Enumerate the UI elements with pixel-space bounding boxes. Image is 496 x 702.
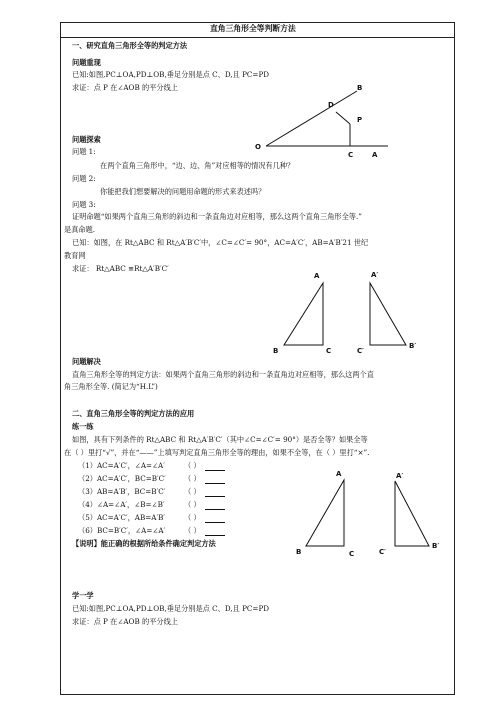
tri1-label-C-prime: C′ [357,347,364,355]
label-D: D [328,101,334,109]
doc-title: 直角三角形全等判断方法 [210,24,296,33]
tri1-label-C: C [326,347,332,355]
q3-prove: 求证： Rt△ABC ≌Rt△A′B′C′ [72,264,169,273]
tri2-label-C-prime: C′ [379,548,386,556]
exploration-heading: 问题探索 [72,135,101,144]
item-2-text: （2）AC=A′C′，BC=B′C′ [78,474,166,483]
tri2-label-C: C [349,550,355,558]
q1-text: 在两个直角三角形中，“边、边、角”对应相等的情况有几种？ [100,161,295,170]
item-4-paren: （ ） [184,500,201,509]
tri2-label-B-prime: B′ [432,542,440,550]
practice-intro2: 在（ ）里打“√”，并在“——”上填写判定直角三角形全等的理由，如果不全等，在（ ）里打“×”. [64,448,370,457]
item-1-paren: （ ） [184,461,201,470]
item-1-text: （1）AC=A′C′，∠A=∠A′ [78,461,165,470]
problem-prove: 求证：点 P 在∠AOB 的平分线上 [72,83,178,92]
problem-given: 已知:如图,PC⊥OA,PD⊥OB,垂足分别是点 C、D,且 PC=PD [72,70,270,79]
learn-heading: 学一学 [72,591,94,600]
q3-given2: 教育网 [64,251,86,260]
tri1-label-B: B [273,347,279,355]
tri2-label-A: A [336,470,342,478]
item-3-paren: （ ） [184,487,201,496]
tri2-label-A-prime: A′ [396,472,404,480]
item-4-text: （4）∠A=∠A′，∠B=∠B′ [78,500,165,509]
solution-line2: 角三角形全等. (简记为“H.L”) [64,382,158,391]
item-5-text: （5）AC=A′C′，AB=A′B′ [78,513,166,522]
label-A: A [372,151,378,159]
q1-label: 问题 1: [72,147,96,156]
label-B: B [357,84,363,92]
practice-heading: 练一练 [72,422,94,431]
q3-line2: 是真命题. [64,225,96,234]
q2-text: 你能把我们想要解决的问题用命题的形式来表述吗？ [100,187,266,196]
solution-line1: 直角三角形全等的判定方法：如果两个直角三角形的斜边和一条直角边对应相等，那么这两个直 [72,370,374,379]
item-6-text: （6）BC=B′C′，∠A=∠A′ [78,526,166,535]
q3-given1: 已知：如图，在 Rt△ABC 和 Rt△A′B′C′中，∠C=∠C′= 90°，AC=A′C′，AB=A′B′21 世纪 [72,238,369,247]
tri1-label-A: A [314,272,320,280]
tri1-label-B-prime: B′ [409,342,417,350]
section1-heading: 一、研究直角三角形全等的判定方法 [72,41,188,50]
problem-review-heading: 问题重现 [72,58,101,67]
item-6-paren: （ ） [184,526,201,535]
tri1-label-A-prime: A′ [371,271,379,279]
section2-heading: 二、直角三角形全等的判定方法的应用 [72,409,195,418]
label-O: O [255,143,261,151]
q2-label: 问题 2: [72,174,96,183]
solution-heading: 问题解决 [72,357,101,366]
label-P: P [357,116,363,124]
item-2-paren: （ ） [184,474,201,483]
label-C: C [348,151,354,159]
item-5-paren: （ ） [184,513,201,522]
learn-given: 已知:如图,PC⊥OA,PD⊥OB,垂足分别是点 C、D,且 PC=PD [72,604,270,613]
practice-intro1: 如图，具有下列条件的 Rt△ABC 和 Rt△A′B′C′（其中∠C=∠C′= 90°）是否全等？如果全等 [72,435,368,444]
item-3-text: （3）AB=A′B′，BC=B′C′ [78,487,166,496]
q3-label: 问题 3: [72,200,96,209]
q3-line1: 证明命题“如果两个直角三角形的斜边和一条直角边对应相等，那么这两个直角三角形全等.” [72,212,362,221]
learn-prove: 求证：点 P 在∠AOB 的平分线上 [72,617,178,626]
note: 【说明】能正确的根据所给条件确定判定方法 [72,539,216,548]
tri2-label-B: B [296,548,302,556]
